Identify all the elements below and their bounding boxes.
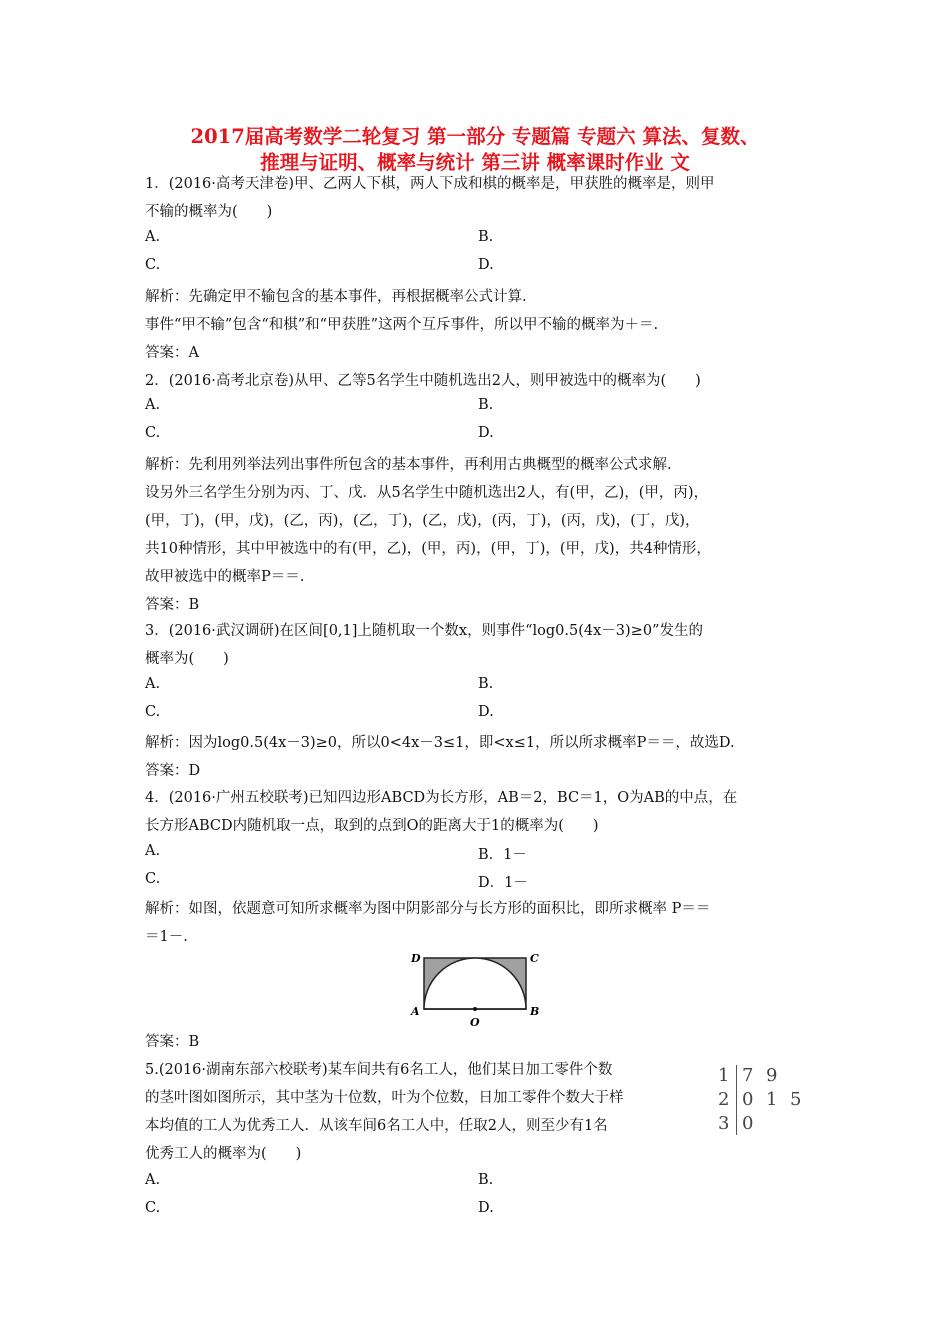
q5-stem-line-3: 本均值的工人为优秀工人．从该车间6名工人中，任取2人，则至少有1名: [145, 1118, 608, 1134]
title-line-1: 2017届高考数学二轮复习 第一部分 专题篇 专题六 算法、复数、: [190, 125, 760, 148]
q3-option-b: B.: [478, 676, 494, 692]
q2-analysis-line-4: 共10种情形，其中甲被选中的有(甲，乙)，(甲，丙)，(甲，丁)，(甲，戊)，共4种情形，: [145, 541, 711, 557]
q2-option-d: D.: [478, 425, 494, 441]
q2-option-c: C.: [145, 425, 161, 441]
q3-option-a: A.: [145, 676, 161, 692]
q1-answer: 答案：A: [145, 345, 199, 361]
leaf-2-2: 1: [766, 1089, 778, 1110]
q5-stem-line-1: 5.(2016·湖南东部六校联考)某车间共有6名工人，他们某日加工零件个数: [145, 1062, 613, 1078]
q1-stem-line-1: 1．(2016·高考天津卷)甲、乙两人下棋，两人下成和棋的概率是，甲获胜的概率是，则甲: [145, 176, 715, 192]
leaf-1-1: 7: [742, 1065, 754, 1086]
leaf-3-1: 0: [742, 1113, 754, 1134]
q4-answer: 答案：B: [145, 1034, 200, 1050]
q2-option-a: A.: [145, 397, 161, 413]
leaf-2-3: 5: [790, 1089, 802, 1110]
midpoint-o-dot: [473, 1007, 477, 1011]
rectangle-semicircle-figure: [404, 948, 554, 1030]
leaf-2-1: 0: [742, 1089, 754, 1110]
q3-answer: 答案：D: [145, 763, 201, 779]
q1-option-c: C.: [145, 257, 161, 273]
q2-answer: 答案：B: [145, 597, 200, 613]
q5-option-d: D.: [478, 1200, 494, 1216]
q5-option-c: C.: [145, 1200, 161, 1216]
q1-analysis-line-1: 解析：先确定甲不输包含的基本事件，再根据概率公式计算.: [145, 289, 527, 305]
label-o: O: [470, 1016, 480, 1029]
stem-divider: [736, 1065, 737, 1135]
q4-analysis-line-2: ＝1－.: [145, 929, 188, 945]
q2-stem-line-1: 2．(2016·高考北京卷)从甲、乙等5名学生中随机选出2人，则甲被选中的概率为( ): [145, 373, 701, 389]
q1-analysis-line-2: 事件“甲不输”包含“和棋”和“甲获胜”这两个互斥事件，所以甲不输的概率为＋＝.: [145, 317, 659, 333]
q4-stem-line-1: 4．(2016·广州五校联考)已知四边形ABCD为长方形，AB＝2，BC＝1，O为AB的中点，在: [145, 790, 738, 806]
q3-option-d: D.: [478, 704, 494, 720]
label-b: B: [530, 1005, 540, 1018]
stem-1: 1: [718, 1065, 730, 1086]
label-a: A: [411, 1005, 420, 1018]
q4-analysis-line-1: 解析：如图，依题意可知所求概率为图中阴影部分与长方形的面积比，即所求概率 P＝＝: [145, 901, 711, 917]
q3-stem-line-2: 概率为( ): [145, 651, 229, 667]
stem-2: 2: [718, 1089, 730, 1110]
q5-option-a: A.: [145, 1172, 161, 1188]
label-c: C: [530, 952, 539, 965]
q2-analysis-line-2: 设另外三名学生分别为丙、丁、戊．从5名学生中随机选出2人，有(甲，乙)，(甲，丙)，: [145, 485, 709, 501]
leaf-1-2: 9: [766, 1065, 778, 1086]
q4-stem-line-2: 长方形ABCD内随机取一点，取到的点到O的距离大于1的概率为( ): [145, 818, 599, 834]
q4-option-d: D．1－: [478, 875, 528, 891]
q3-analysis: 解析：因为log0.5(4x－3)≥0，所以0<4x－3≤1，即<x≤1，所以所求概率P＝＝，故选D.: [145, 735, 735, 751]
q5-stem-line-4: 优秀工人的概率为( ): [145, 1146, 302, 1162]
q5-option-b: B.: [478, 1172, 494, 1188]
q1-option-a: A.: [145, 229, 161, 245]
q5-stem-line-2: 的茎叶图如图所示，其中茎为十位数，叶为个位数，日加工零件个数大于样: [145, 1090, 624, 1106]
label-d: D: [411, 952, 421, 965]
stem-3: 3: [718, 1113, 730, 1134]
q2-analysis-line-3: (甲，丁)，(甲，戊)，(乙，丙)，(乙，丁)，(乙，戊)，(丙，丁)，(丙，戊)，(丁，戊)，: [145, 513, 700, 529]
q3-option-c: C.: [145, 704, 161, 720]
q4-option-a: A.: [145, 843, 161, 859]
q2-analysis-line-5: 故甲被选中的概率P＝＝.: [145, 569, 305, 585]
q1-option-d: D.: [478, 257, 494, 273]
q3-stem-line-1: 3．(2016·武汉调研)在区间[0,1]上随机取一个数x，则事件“log0.5(4x－3)≥0”发生的: [145, 623, 703, 639]
stem-leaf-plot: [716, 1065, 806, 1137]
q1-option-b: B.: [478, 229, 494, 245]
q2-analysis-line-1: 解析：先利用列举法列出事件所包含的基本事件，再利用古典概型的概率公式求解.: [145, 457, 672, 473]
q4-option-b: B．1－: [478, 847, 527, 863]
title-line-2: 推理与证明、概率与统计 第三讲 概率课时作业 文: [260, 151, 690, 174]
page-title: [120, 124, 830, 176]
q4-option-c: C.: [145, 871, 161, 887]
q1-stem-line-2: 不输的概率为( ): [145, 204, 273, 220]
q2-option-b: B.: [478, 397, 494, 413]
